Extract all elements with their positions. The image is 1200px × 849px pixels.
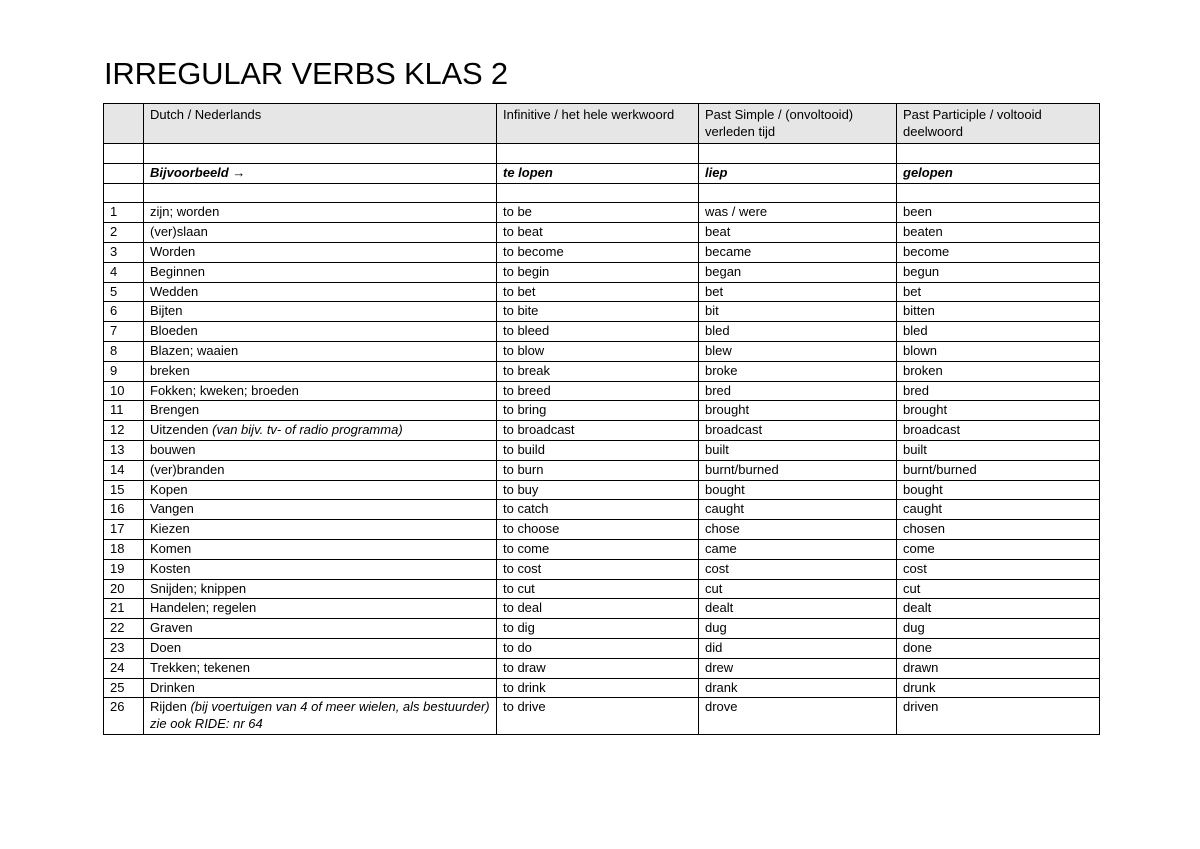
dutch-word: Komen — [150, 540, 192, 556]
past-participle-cell: dealt — [897, 599, 1100, 619]
infinitive-cell: to breed — [497, 381, 699, 401]
dutch-cell — [144, 262, 497, 282]
dutch-cell — [144, 401, 497, 421]
dutch-word: bouwen — [150, 441, 196, 457]
past-simple-cell: dealt — [699, 599, 897, 619]
table-row — [104, 242, 1100, 262]
past-participle-cell: begun — [897, 262, 1100, 282]
dutch-cell — [144, 322, 497, 342]
infinitive-cell: to break — [497, 361, 699, 381]
dutch-cell — [144, 579, 497, 599]
dutch-cell — [144, 678, 497, 698]
dutch-cell — [144, 381, 497, 401]
infinitive-cell: to bleed — [497, 322, 699, 342]
blank-row — [104, 144, 1100, 164]
infinitive-cell: to broadcast — [497, 421, 699, 441]
row-number: 10 — [104, 381, 144, 401]
dutch-word: Vangen — [150, 501, 194, 517]
infinitive-cell: to catch — [497, 500, 699, 520]
infinitive-cell: to choose — [497, 520, 699, 540]
row-number: 19 — [104, 559, 144, 579]
dutch-word: Brengen — [150, 402, 200, 418]
dutch-cell — [144, 500, 497, 520]
infinitive-cell: to buy — [497, 480, 699, 500]
past-simple-cell: drove — [699, 698, 897, 735]
dutch-word: Fokken; kweken; broeden — [150, 382, 299, 398]
example-label: Bijvoorbeeld → — [144, 163, 497, 183]
dutch-cell — [144, 302, 497, 322]
dutch-note: (van bijv. tv- of radio programma) — [212, 422, 403, 438]
table-row — [104, 619, 1100, 639]
example-past-simple: liep — [699, 163, 897, 183]
header-past-simple: Past Simple / (onvoltooid) verleden tijd — [699, 104, 897, 144]
dutch-cell — [144, 480, 497, 500]
dutch-word: breken — [150, 362, 190, 378]
dutch-cell — [144, 421, 497, 441]
past-simple-cell: chose — [699, 520, 897, 540]
past-participle-cell: chosen — [897, 520, 1100, 540]
row-number: 13 — [104, 440, 144, 460]
dutch-word: Worden — [150, 243, 196, 259]
table-row — [104, 658, 1100, 678]
blank-row — [104, 183, 1100, 203]
past-simple-cell: caught — [699, 500, 897, 520]
past-simple-cell: broke — [699, 361, 897, 381]
infinitive-cell: to cost — [497, 559, 699, 579]
past-participle-cell: brought — [897, 401, 1100, 421]
past-simple-cell: dug — [699, 619, 897, 639]
past-simple-cell: did — [699, 638, 897, 658]
past-participle-cell: bred — [897, 381, 1100, 401]
past-simple-cell: became — [699, 242, 897, 262]
table-row — [104, 460, 1100, 480]
table-row — [104, 539, 1100, 559]
infinitive-cell: to be — [497, 203, 699, 223]
past-participle-cell: drunk — [897, 678, 1100, 698]
past-participle-cell: broadcast — [897, 421, 1100, 441]
row-number: 6 — [104, 302, 144, 322]
row-number: 3 — [104, 242, 144, 262]
past-participle-cell: broken — [897, 361, 1100, 381]
dutch-cell — [144, 282, 497, 302]
dutch-word: Kiezen — [150, 521, 190, 537]
dutch-cell — [144, 559, 497, 579]
dutch-cell — [144, 361, 497, 381]
table-row — [104, 203, 1100, 223]
dutch-cell — [144, 341, 497, 361]
row-number: 23 — [104, 638, 144, 658]
dutch-word: Bloeden — [150, 323, 198, 339]
past-simple-cell: bought — [699, 480, 897, 500]
past-simple-cell: came — [699, 539, 897, 559]
past-participle-cell: caught — [897, 500, 1100, 520]
table-row — [104, 262, 1100, 282]
infinitive-cell: to do — [497, 638, 699, 658]
header-past-participle: Past Participle / voltooid deelwoord — [897, 104, 1100, 144]
dutch-word: Snijden; knippen — [150, 580, 247, 596]
past-simple-cell: built — [699, 440, 897, 460]
dutch-word: Kosten — [150, 560, 191, 576]
row-number: 12 — [104, 421, 144, 441]
row-number: 20 — [104, 579, 144, 599]
table-row — [104, 341, 1100, 361]
table-row — [104, 282, 1100, 302]
row-number: 2 — [104, 223, 144, 243]
past-simple-cell: blew — [699, 341, 897, 361]
table-row — [104, 421, 1100, 441]
row-number: 18 — [104, 539, 144, 559]
row-number: 7 — [104, 322, 144, 342]
dutch-word: Trekken; tekenen — [150, 659, 250, 675]
past-simple-cell: broadcast — [699, 421, 897, 441]
dutch-word: Kopen — [150, 481, 188, 497]
infinitive-cell: to begin — [497, 262, 699, 282]
example-past-participle: gelopen — [897, 163, 1100, 183]
infinitive-cell: to bet — [497, 282, 699, 302]
dutch-word: Graven — [150, 620, 193, 636]
past-participle-cell: been — [897, 203, 1100, 223]
dutch-cell — [144, 619, 497, 639]
past-simple-cell: drank — [699, 678, 897, 698]
table-row — [104, 401, 1100, 421]
table-row — [104, 559, 1100, 579]
table-row — [104, 361, 1100, 381]
dutch-word: Doen — [150, 639, 182, 655]
example-row — [104, 163, 1100, 183]
past-participle-cell: cut — [897, 579, 1100, 599]
table-row — [104, 302, 1100, 322]
table-header-row — [104, 104, 1100, 144]
infinitive-cell: to drive — [497, 698, 699, 735]
table-row — [104, 678, 1100, 698]
table-row — [104, 381, 1100, 401]
table-row — [104, 440, 1100, 460]
dutch-note: (bij voertuigen van 4 of meer wielen, als bestuurder) zie ook RIDE: nr 64 — [150, 699, 490, 732]
dutch-word: Wedden — [150, 283, 199, 299]
dutch-word: Handelen; regelen — [150, 600, 257, 616]
past-simple-cell: bred — [699, 381, 897, 401]
past-participle-cell: driven — [897, 698, 1100, 735]
row-number: 25 — [104, 678, 144, 698]
past-participle-cell: dug — [897, 619, 1100, 639]
infinitive-cell: to build — [497, 440, 699, 460]
infinitive-cell: to bite — [497, 302, 699, 322]
page-title: IRREGULAR VERBS KLAS 2 — [104, 56, 508, 91]
past-simple-cell: began — [699, 262, 897, 282]
infinitive-cell: to bring — [497, 401, 699, 421]
dutch-word: Blazen; waaien — [150, 342, 239, 358]
infinitive-cell: to drink — [497, 678, 699, 698]
dutch-word: (ver)slaan — [150, 224, 208, 240]
past-participle-cell: bought — [897, 480, 1100, 500]
example-infinitive: te lopen — [497, 163, 699, 183]
header-number — [104, 104, 144, 144]
row-number: 4 — [104, 262, 144, 282]
dutch-word: Rijden — [150, 699, 191, 715]
dutch-cell — [144, 223, 497, 243]
irregular-verbs-table — [103, 103, 1100, 735]
infinitive-cell: to blow — [497, 341, 699, 361]
past-participle-cell: bet — [897, 282, 1100, 302]
table-row — [104, 599, 1100, 619]
table-row — [104, 520, 1100, 540]
row-number: 26 — [104, 698, 144, 735]
past-simple-cell: bet — [699, 282, 897, 302]
past-participle-cell: cost — [897, 559, 1100, 579]
dutch-cell — [144, 440, 497, 460]
dutch-cell — [144, 460, 497, 480]
row-number: 14 — [104, 460, 144, 480]
infinitive-cell: to beat — [497, 223, 699, 243]
dutch-word: Uitzenden — [150, 422, 213, 438]
infinitive-cell: to deal — [497, 599, 699, 619]
infinitive-cell: to come — [497, 539, 699, 559]
past-simple-cell: beat — [699, 223, 897, 243]
past-simple-cell: cut — [699, 579, 897, 599]
past-participle-cell: done — [897, 638, 1100, 658]
dutch-cell — [144, 203, 497, 223]
row-number: 16 — [104, 500, 144, 520]
table-row — [104, 223, 1100, 243]
past-simple-cell: drew — [699, 658, 897, 678]
row-number: 11 — [104, 401, 144, 421]
table-row — [104, 480, 1100, 500]
table-row — [104, 579, 1100, 599]
row-number: 8 — [104, 341, 144, 361]
table-row — [104, 500, 1100, 520]
infinitive-cell: to draw — [497, 658, 699, 678]
past-participle-cell: blown — [897, 341, 1100, 361]
infinitive-cell: to become — [497, 242, 699, 262]
past-simple-cell: burnt/burned — [699, 460, 897, 480]
row-number: 17 — [104, 520, 144, 540]
infinitive-cell: to burn — [497, 460, 699, 480]
row-number: 9 — [104, 361, 144, 381]
dutch-word: Beginnen — [150, 263, 205, 279]
header-dutch: Dutch / Nederlands — [144, 104, 497, 144]
dutch-word: zijn; worden — [150, 204, 220, 220]
dutch-cell — [144, 242, 497, 262]
dutch-cell — [144, 520, 497, 540]
table-row — [104, 638, 1100, 658]
past-participle-cell: burnt/burned — [897, 460, 1100, 480]
dutch-word: Drinken — [150, 679, 195, 695]
past-participle-cell: bled — [897, 322, 1100, 342]
dutch-cell — [144, 539, 497, 559]
dutch-cell — [144, 698, 497, 735]
past-simple-cell: brought — [699, 401, 897, 421]
dutch-word: (ver)branden — [150, 461, 225, 477]
dutch-cell — [144, 599, 497, 619]
infinitive-cell: to dig — [497, 619, 699, 639]
past-simple-cell: was / were — [699, 203, 897, 223]
past-participle-cell: come — [897, 539, 1100, 559]
dutch-cell — [144, 638, 497, 658]
past-simple-cell: cost — [699, 559, 897, 579]
past-participle-cell: built — [897, 440, 1100, 460]
row-number: 5 — [104, 282, 144, 302]
row-number: 22 — [104, 619, 144, 639]
dutch-cell — [144, 658, 497, 678]
past-participle-cell: become — [897, 242, 1100, 262]
past-simple-cell: bled — [699, 322, 897, 342]
row-number: 1 — [104, 203, 144, 223]
table-row — [104, 322, 1100, 342]
infinitive-cell: to cut — [497, 579, 699, 599]
row-number: 15 — [104, 480, 144, 500]
dutch-word: Bijten — [150, 303, 183, 319]
past-participle-cell: beaten — [897, 223, 1100, 243]
header-infinitive: Infinitive / het hele werkwoord — [497, 104, 699, 144]
past-participle-cell: drawn — [897, 658, 1100, 678]
past-simple-cell: bit — [699, 302, 897, 322]
row-number: 21 — [104, 599, 144, 619]
past-participle-cell: bitten — [897, 302, 1100, 322]
row-number: 24 — [104, 658, 144, 678]
table-row — [104, 698, 1100, 735]
